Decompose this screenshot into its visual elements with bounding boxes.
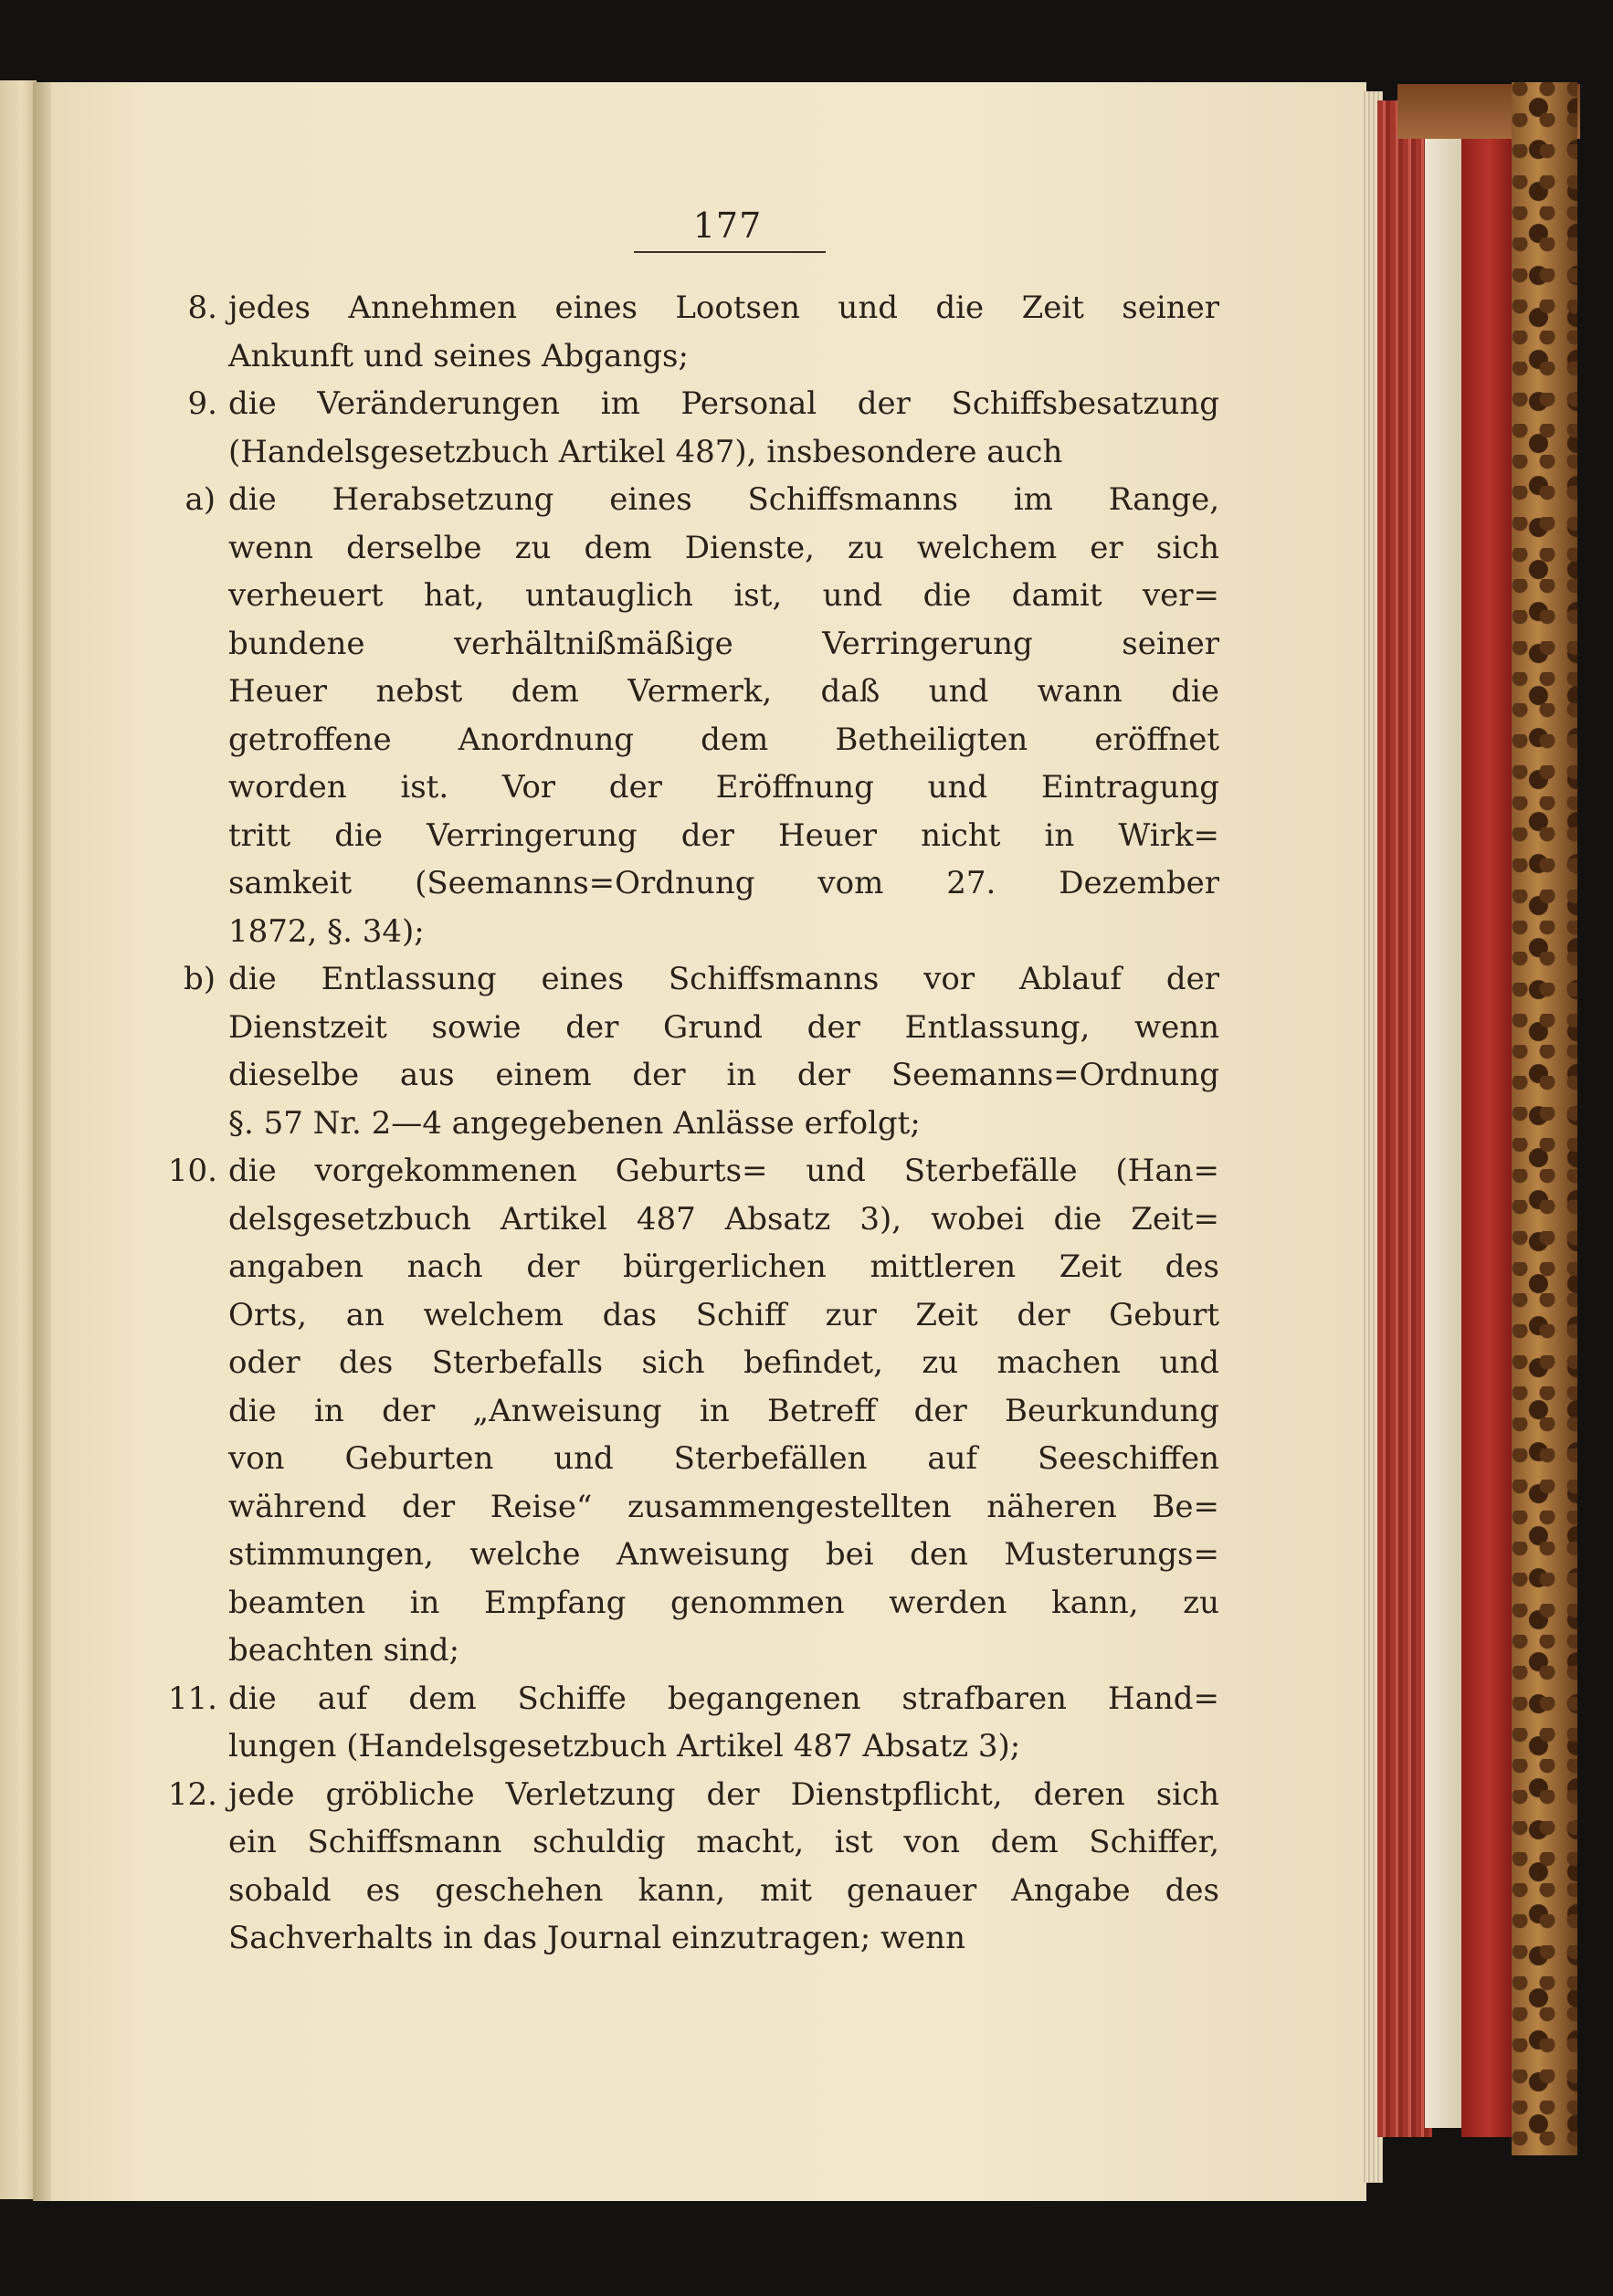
text-line: wenn derselbe zu dem Dienste, zu welchem er sich — [228, 529, 1219, 566]
red-page-edges — [1377, 100, 1432, 2137]
list-item — [167, 1147, 1219, 1675]
text-line: jedes Annehmen eines Lootsen und die Zeit seiner — [228, 290, 1219, 326]
text-line: während der Reise“ zusammengestellten näheren Be= — [228, 1488, 1219, 1525]
page-content — [167, 205, 1219, 1963]
text-line: angaben nach der bürgerlichen mittleren Zeit des — [228, 1248, 1219, 1285]
text-line: jede gröbliche Verletzung der Dienstpflicht, deren sich — [228, 1775, 1219, 1813]
list-item — [167, 1771, 1219, 1963]
text-line: dieselbe aus einem der in der Seemanns=Ordnung — [228, 1057, 1219, 1093]
text-line: (Handelsgesetzbuch Artikel 487), insbesondere auch — [228, 433, 1063, 470]
text-line: sobald es geschehen kann, mit genauer Angabe des — [228, 1871, 1219, 1909]
red-cover — [1461, 110, 1516, 2137]
text-line: die vorgekommenen Geburts= und Sterbefälle (Han= — [228, 1153, 1219, 1189]
list-item — [183, 955, 1219, 1147]
text-line: Dienstzeit sowie der Grund der Entlassung, wenn — [228, 1008, 1219, 1046]
text-line: ein Schiffsmann schuldig macht, ist von dem Schiffer, — [228, 1824, 1219, 1860]
text-line: worden ist. Vor der Eröffnung und Eintragung — [228, 769, 1219, 806]
left-page-edge — [0, 80, 37, 2199]
text-line: die Herabsetzung eines Schiffsmanns im Range, — [228, 481, 1219, 518]
item-list — [167, 284, 1219, 1963]
item-marker: 8. — [187, 290, 217, 326]
text-line: lungen (Handelsgesetzbuch Artikel 487 Absatz 3); — [228, 1728, 1021, 1764]
text-line: verheuert hat, untauglich ist, und die damit ver= — [228, 577, 1219, 614]
text-line: Ankunft und seines Abgangs; — [228, 337, 689, 374]
page-number: 177 — [692, 205, 763, 246]
text-line: beamten in Empfang genommen werden kann, zu — [228, 1584, 1219, 1621]
item-marker: 11. — [167, 1680, 217, 1717]
text-line: die Entlassung eines Schiffsmanns vor Ablauf der — [228, 961, 1219, 997]
text-line: die Veränderungen im Personal der Schiffsbesatzung — [228, 385, 1219, 422]
text-line: oder des Sterbefalls sich befindet, zu machen und — [228, 1344, 1219, 1381]
text-line: 1872, §. 34); — [228, 912, 425, 950]
list-item — [187, 284, 1219, 380]
text-line: getroffene Anordnung dem Betheiligten eröffnet — [228, 721, 1219, 758]
item-marker: 9. — [187, 385, 217, 422]
text-line: Sachverhalts in das Journal einzutragen; wenn — [228, 1920, 965, 1956]
header-rule — [634, 251, 826, 253]
item-marker: b) — [183, 961, 216, 997]
item-marker: 10. — [167, 1153, 217, 1189]
item-marker: a) — [184, 481, 216, 518]
text-line: Heuer nebst dem Vermerk, daß und wann die — [228, 673, 1219, 710]
text-line: beachten sind; — [228, 1632, 460, 1669]
item-marker: 12. — [167, 1775, 217, 1813]
list-item — [184, 476, 1219, 955]
endpaper-band — [1425, 119, 1461, 2128]
text-line: §. 57 Nr. 2—4 angegebenen Anlässe erfolgt; — [228, 1104, 921, 1142]
text-line: bundene verhältnißmäßige Verringerung seiner — [228, 625, 1219, 662]
text-line: delsgesetzbuch Artikel 487 Absatz 3), wobei die Zeit= — [228, 1200, 1219, 1238]
list-item — [187, 380, 1219, 476]
text-line: tritt die Verringerung der Heuer nicht in Wirk= — [228, 816, 1219, 854]
text-line: von Geburten und Sterbefällen auf Seeschiffen — [228, 1440, 1219, 1477]
text-line: samkeit (Seemanns=Ordnung vom 27. Dezember — [228, 865, 1219, 901]
marbled-spine — [1512, 82, 1577, 2155]
text-line: die auf dem Schiffe begangenen strafbaren Hand= — [228, 1680, 1219, 1717]
list-item — [167, 1675, 1219, 1771]
text-line: stimmungen, welche Anweisung bei den Musterungs= — [228, 1536, 1219, 1573]
text-line: Orts, an welchem das Schiff zur Zeit der Geburt — [228, 1296, 1219, 1333]
text-line: die in der „Anweisung in Betreff der Beurkundung — [228, 1392, 1219, 1429]
